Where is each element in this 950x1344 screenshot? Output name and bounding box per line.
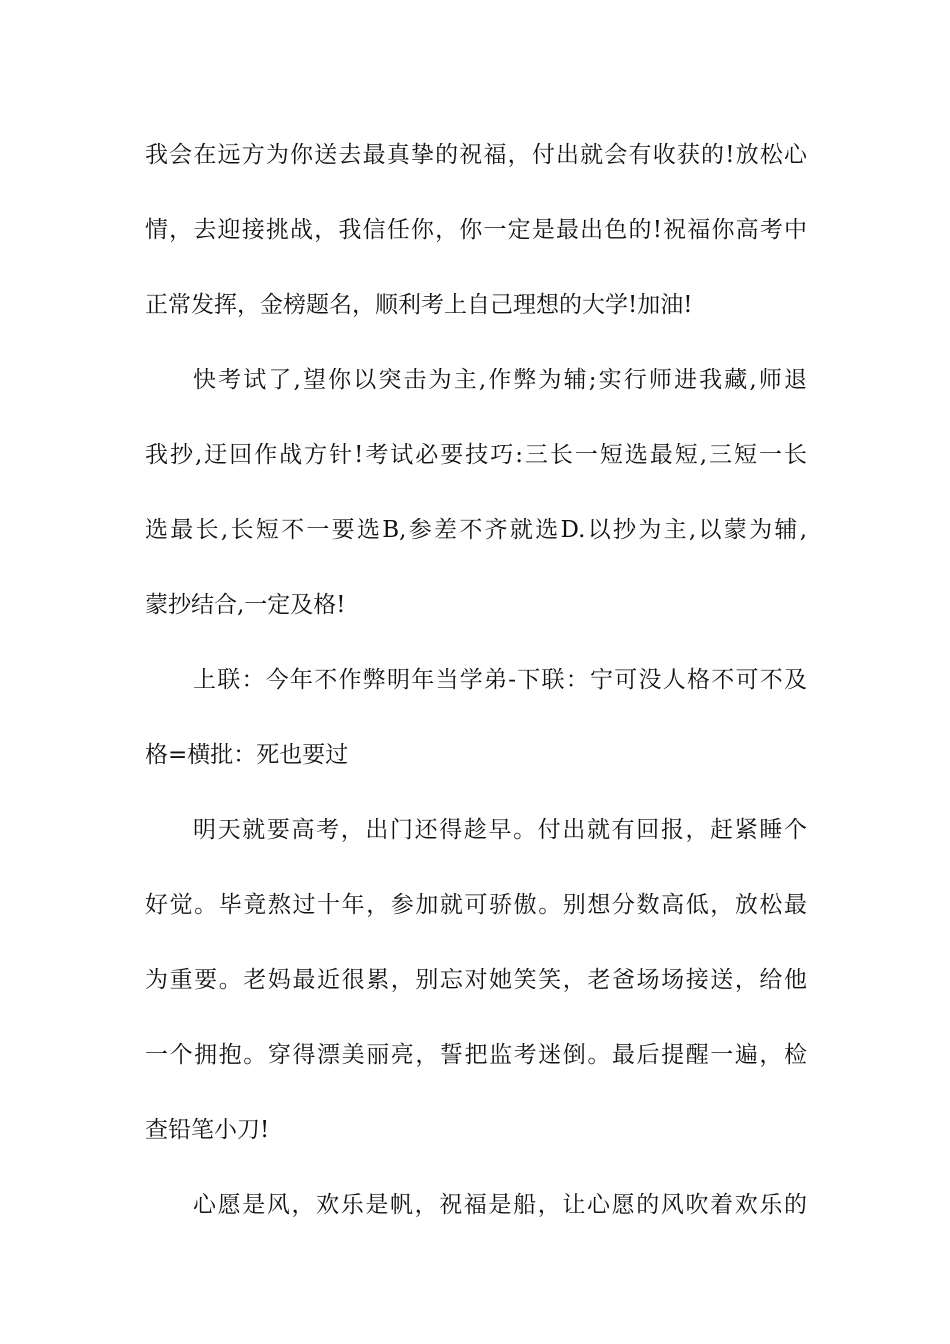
text-line: 好觉。毕竟熬过十年，参加就可骄傲。别想分数高低，放松最 xyxy=(145,892,807,918)
text-line: 我抄,迂回作战方针!考试必要技巧:三长一短选最短,三短一长 xyxy=(145,442,807,468)
text-line: 查铅笔小刀! xyxy=(145,1117,270,1143)
text-line: 上联：今年不作弊明年当学弟-下联：宁可没人格不可不及 xyxy=(193,667,807,693)
paragraph-5 xyxy=(145,1168,807,1243)
paragraph-2 xyxy=(145,343,807,643)
text-line: 心愿是风，欢乐是帆，祝福是船，让心愿的风吹着欢乐的 xyxy=(193,1192,807,1218)
text-line: 蒙抄结合,一定及格! xyxy=(145,592,346,618)
paragraph-1 xyxy=(145,118,807,343)
text-line: 情，去迎接挑战，我信任你，你一定是最出色的!祝福你高考中 xyxy=(145,217,807,243)
text-line: 我会在远方为你送去最真挚的祝福，付出就会有收获的!放松心 xyxy=(145,142,807,168)
text-line: 为重要。老妈最近很累，别忘对她笑笑，老爸场场接送，给他 xyxy=(145,967,807,993)
text-line: 一个拥抱。穿得漂美丽亮，誓把监考迷倒。最后提醒一遍，检 xyxy=(145,1042,807,1068)
text-line: 快考试了,望你以突击为主,作弊为辅;实行师进我藏,师退 xyxy=(193,367,807,393)
text-line: 明天就要高考，出门还得趁早。付出就有回报，赶紧睡个 xyxy=(193,817,807,843)
paragraph-4 xyxy=(145,793,807,1168)
text-line: 格=横批：死也要过 xyxy=(145,742,349,768)
document-page xyxy=(145,118,807,1243)
text-line: 正常发挥，金榜题名，顺利考上自己理想的大学!加油! xyxy=(145,292,693,318)
text-line: 选最长,长短不一要选B,参差不齐就选D.以抄为主,以蒙为辅, xyxy=(145,517,807,543)
paragraph-3 xyxy=(145,643,807,793)
